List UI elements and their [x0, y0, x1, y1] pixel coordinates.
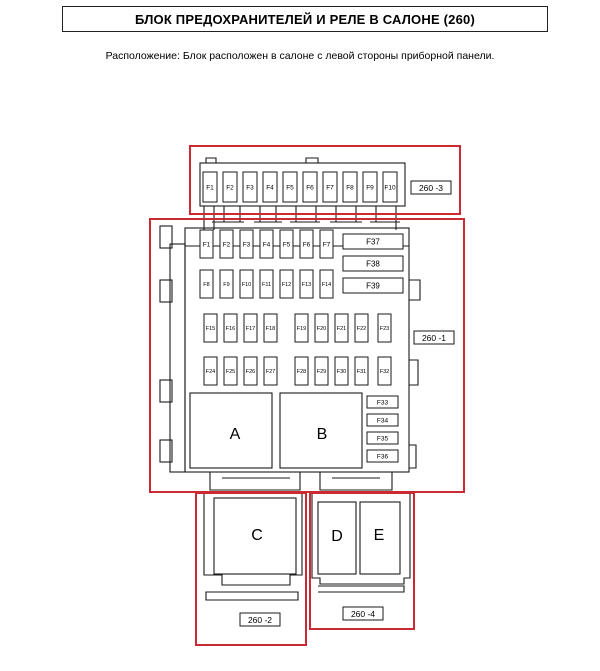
main-fuse-label: F5	[282, 241, 291, 249]
main-fuse-label: F32	[379, 368, 390, 375]
main-fuse-label: F6	[302, 241, 311, 249]
main-fuse-label: F20	[316, 325, 327, 332]
main-fuse-label: F9	[223, 281, 230, 288]
main-fuse-label: F1	[202, 241, 211, 249]
small-fuse-label: F36	[376, 453, 389, 461]
top-fuse-label: F7	[326, 184, 334, 192]
main-fuse-label: F7	[322, 241, 331, 249]
main-fuse-label: F29	[316, 368, 327, 375]
relay-c-label: C	[251, 527, 263, 544]
large-fuse-label: F39	[366, 281, 380, 291]
relay-a-label: A	[229, 426, 241, 443]
top-fuse-label: F10	[384, 184, 396, 192]
main-fuse-label: F2	[222, 241, 231, 249]
main-fuse-label: F13	[301, 281, 312, 288]
page-title: БЛОК ПРЕДОХРАНИТЕЛЕЙ И РЕЛЕ В САЛОНЕ (260)	[62, 6, 548, 32]
main-fuse-label: F3	[242, 241, 251, 249]
main-fuse-label: F10	[241, 281, 252, 288]
main-fuse-label: F14	[321, 281, 332, 288]
main-fuse-label: F22	[356, 325, 367, 332]
relay-e-label: E	[373, 527, 385, 544]
top-fuse-label: F5	[286, 184, 294, 192]
main-fuse-label: F30	[336, 368, 347, 375]
top-fuse-label: F8	[346, 184, 354, 192]
relay-b-label: B	[316, 426, 328, 443]
module-label-main: 260 -1	[421, 333, 447, 343]
module-label-top: 260 -3	[418, 183, 444, 193]
main-fuse-label: F25	[225, 368, 236, 375]
top-fuse-label: F9	[366, 184, 374, 192]
highlight-frames	[150, 146, 464, 645]
main-fuse-label: F17	[245, 325, 256, 332]
top-fuse-label: F3	[246, 184, 254, 192]
main-fuse-label: F21	[336, 325, 347, 332]
main-fuse-label: F23	[379, 325, 390, 332]
top-fuse-label: F6	[306, 184, 314, 192]
main-fuse-label: F8	[203, 281, 210, 288]
small-fuse-label: F34	[376, 417, 389, 425]
location-note: Расположение: Блок расположен в салоне с левой стороны приборной панели.	[105, 50, 495, 62]
top-fuse-label: F2	[226, 184, 234, 192]
small-fuse-label: F35	[376, 435, 389, 443]
large-fuse-label: F37	[366, 237, 380, 247]
main-fuse-label: F26	[245, 368, 256, 375]
main-fuse-label: F12	[281, 281, 292, 288]
top-fuse-label: F1	[206, 184, 214, 192]
small-fuse-label: F33	[376, 399, 389, 407]
main-fuse-label: F28	[296, 368, 307, 375]
main-fuse-label: F31	[356, 368, 367, 375]
main-fuse-label: F11	[261, 281, 272, 288]
large-fuse-label: F38	[366, 259, 380, 269]
relay-d-label: D	[331, 528, 343, 545]
main-fuse-label: F4	[262, 241, 271, 249]
main-fuse-label: F18	[265, 325, 276, 332]
main-fuse-label: F15	[205, 325, 216, 332]
top-fuse-label: F4	[266, 184, 274, 192]
main-fuse-label: F16	[225, 325, 236, 332]
module-label-bottom-left: 260 -2	[247, 615, 273, 625]
main-fuse-label: F24	[205, 368, 216, 375]
main-fuse-label: F19	[296, 325, 307, 332]
main-module-frame	[150, 219, 464, 492]
module-label-bottom-right: 260 -4	[350, 609, 376, 619]
main-fuse-label: F27	[265, 368, 276, 375]
